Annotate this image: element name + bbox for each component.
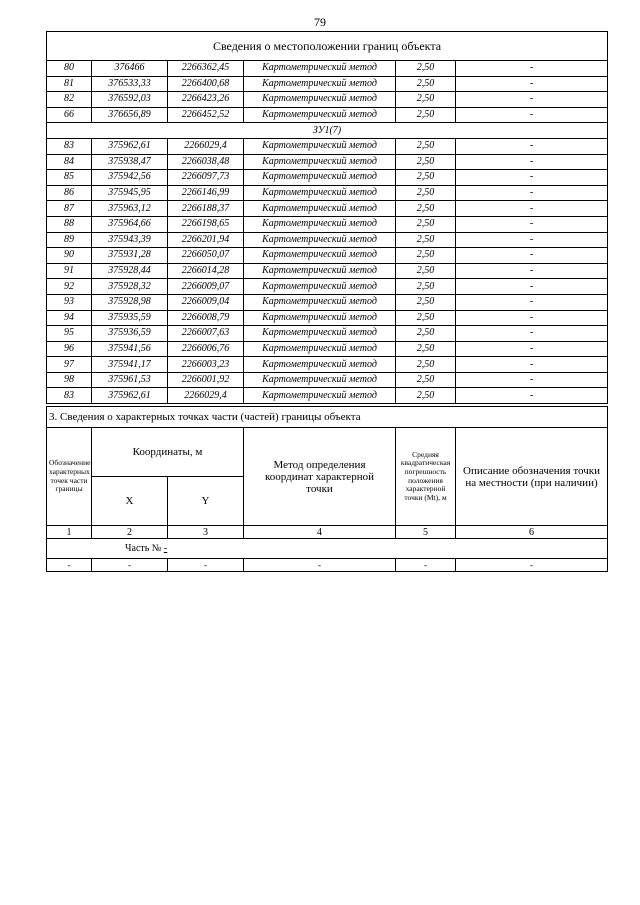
- mt-cell: 2,50: [396, 326, 456, 342]
- table-row: [47, 76, 608, 92]
- col-coordinates: Координаты, м: [92, 428, 244, 477]
- desc-cell: -: [456, 76, 608, 92]
- table-header: Сведения о местоположении границ объекта: [47, 32, 608, 61]
- coord-x: 375935,59: [92, 310, 168, 326]
- coord-x: 375942,56: [92, 170, 168, 186]
- coord-y: 2266400,68: [168, 76, 244, 92]
- coord-x: 375928,44: [92, 263, 168, 279]
- table-row: [47, 107, 608, 123]
- desc-cell: -: [456, 310, 608, 326]
- mt-cell: 2,50: [396, 263, 456, 279]
- method-cell: Картометрический метод: [244, 248, 396, 264]
- table-row: [47, 185, 608, 201]
- coord-x: 375962,61: [92, 388, 168, 404]
- method-cell: Картометрический метод: [244, 294, 396, 310]
- mt-cell: 2,50: [396, 357, 456, 373]
- coord-y: 2266009,07: [168, 279, 244, 295]
- method-cell: Картометрический метод: [244, 92, 396, 108]
- column-number: 4: [244, 526, 396, 539]
- method-cell: Картометрический метод: [244, 388, 396, 404]
- part-label: Часть №: [125, 543, 162, 554]
- col-mt: Средняя квадратическая погрешность положения характерной точки (Mt), м: [400, 449, 451, 502]
- col-method: Метод определения координат характерной точки: [265, 458, 374, 495]
- mt-cell: 2,50: [396, 216, 456, 232]
- column-number: 6: [456, 526, 608, 539]
- coord-y: 2266050,07: [168, 248, 244, 264]
- method-cell: Картометрический метод: [244, 154, 396, 170]
- method-cell: Картометрический метод: [244, 61, 396, 77]
- part-points-table: [46, 406, 608, 572]
- column-number: 5: [396, 526, 456, 539]
- method-cell: Картометрический метод: [244, 138, 396, 154]
- coord-y: 2266452,52: [168, 107, 244, 123]
- method-cell: Картометрический метод: [244, 232, 396, 248]
- coord-y: 2266014,28: [168, 263, 244, 279]
- point-number: 85: [47, 170, 92, 186]
- method-cell: Картометрический метод: [244, 279, 396, 295]
- mt-cell: 2,50: [396, 170, 456, 186]
- method-cell: Картометрический метод: [244, 185, 396, 201]
- mt-cell: 2,50: [396, 107, 456, 123]
- point-number: 92: [47, 279, 92, 295]
- desc-cell: -: [456, 232, 608, 248]
- method-cell: Картометрический метод: [244, 372, 396, 388]
- point-number: 93: [47, 294, 92, 310]
- coord-y: 2266038,48: [168, 154, 244, 170]
- coord-y: 2266423,26: [168, 92, 244, 108]
- point-number: 96: [47, 341, 92, 357]
- point-number: 80: [47, 61, 92, 77]
- desc-cell: -: [456, 279, 608, 295]
- mt-cell: 2,50: [396, 92, 456, 108]
- coord-x: 375964,66: [92, 216, 168, 232]
- table-row: [47, 294, 608, 310]
- coord-x: 375938,47: [92, 154, 168, 170]
- coord-y: 2266029,4: [168, 138, 244, 154]
- column-number: 3: [168, 526, 244, 539]
- table-row: [47, 138, 608, 154]
- method-cell: Картометрический метод: [244, 76, 396, 92]
- desc-cell: -: [456, 372, 608, 388]
- coord-y: 2266003,23: [168, 357, 244, 373]
- column-number: 2: [92, 526, 168, 539]
- point-number: 94: [47, 310, 92, 326]
- coord-y: 2266029,4: [168, 388, 244, 404]
- coord-x: 375928,98: [92, 294, 168, 310]
- col-x: X: [92, 477, 168, 526]
- part-value: -: [163, 543, 168, 554]
- coord-x: 375943,39: [92, 232, 168, 248]
- table-row: [47, 357, 608, 373]
- empty-cell: -: [47, 559, 92, 572]
- mt-cell: 2,50: [396, 372, 456, 388]
- table-row: [47, 341, 608, 357]
- coord-y: 2266009,04: [168, 294, 244, 310]
- desc-cell: -: [456, 138, 608, 154]
- table-row: [47, 92, 608, 108]
- coord-x: 375962,61: [92, 138, 168, 154]
- mt-cell: 2,50: [396, 310, 456, 326]
- desc-cell: -: [456, 201, 608, 217]
- coord-x: 375945,95: [92, 185, 168, 201]
- desc-cell: -: [456, 294, 608, 310]
- table-row: [47, 170, 608, 186]
- mt-cell: 2,50: [396, 294, 456, 310]
- mt-cell: 2,50: [396, 138, 456, 154]
- desc-cell: -: [456, 357, 608, 373]
- point-number: 83: [47, 388, 92, 404]
- table-row: [47, 326, 608, 342]
- method-cell: Картометрический метод: [244, 107, 396, 123]
- point-number: 82: [47, 92, 92, 108]
- table-row: [47, 372, 608, 388]
- table-row: [47, 279, 608, 295]
- mt-cell: 2,50: [396, 388, 456, 404]
- method-cell: Картометрический метод: [244, 170, 396, 186]
- point-number: 91: [47, 263, 92, 279]
- method-cell: Картометрический метод: [244, 263, 396, 279]
- point-number: 89: [47, 232, 92, 248]
- table-row: [47, 154, 608, 170]
- col-description: Описание обозначения точки на местности (при наличии): [463, 464, 600, 489]
- desc-cell: -: [456, 388, 608, 404]
- col-y: Y: [168, 477, 244, 526]
- desc-cell: -: [456, 154, 608, 170]
- coord-y: 2266001,92: [168, 372, 244, 388]
- table-row: [47, 310, 608, 326]
- coord-x: 376533,33: [92, 76, 168, 92]
- mt-cell: 2,50: [396, 185, 456, 201]
- point-number: 81: [47, 76, 92, 92]
- method-cell: Картометрический метод: [244, 310, 396, 326]
- part-row: [47, 539, 608, 559]
- coord-x: 376592,03: [92, 92, 168, 108]
- method-cell: Картометрический метод: [244, 201, 396, 217]
- point-number: 90: [47, 248, 92, 264]
- point-number: 87: [47, 201, 92, 217]
- coord-y: 2266007,63: [168, 326, 244, 342]
- subsection-label: ЗУ1(7): [47, 123, 608, 139]
- desc-cell: -: [456, 341, 608, 357]
- point-number: 86: [47, 185, 92, 201]
- method-cell: Картометрический метод: [244, 216, 396, 232]
- column-number: 1: [47, 526, 92, 539]
- mt-cell: 2,50: [396, 248, 456, 264]
- coord-y: 2266008,79: [168, 310, 244, 326]
- desc-cell: -: [456, 170, 608, 186]
- mt-cell: 2,50: [396, 61, 456, 77]
- table-row: [47, 388, 608, 404]
- mt-cell: 2,50: [396, 154, 456, 170]
- coord-x: 375963,12: [92, 201, 168, 217]
- desc-cell: -: [456, 248, 608, 264]
- coord-x: 375936,59: [92, 326, 168, 342]
- section-title: 3. Сведения о характерных точках части (частей) границы объекта: [47, 407, 608, 428]
- coord-x: 376656,89: [92, 107, 168, 123]
- coord-y: 2266198,65: [168, 216, 244, 232]
- desc-cell: -: [456, 263, 608, 279]
- coord-y: 2266146,99: [168, 185, 244, 201]
- coord-y: 2266006,76: [168, 341, 244, 357]
- desc-cell: -: [456, 107, 608, 123]
- table-row: [47, 61, 608, 77]
- page-number: 79: [314, 15, 326, 29]
- coord-y: 2266188,37: [168, 201, 244, 217]
- empty-cell: -: [168, 559, 244, 572]
- point-number: 97: [47, 357, 92, 373]
- mt-cell: 2,50: [396, 341, 456, 357]
- point-number: 98: [47, 372, 92, 388]
- col-point-designation: Обозначение характерных точек части границы: [49, 458, 91, 494]
- method-cell: Картометрический метод: [244, 326, 396, 342]
- coord-x: 375961,53: [92, 372, 168, 388]
- desc-cell: -: [456, 61, 608, 77]
- coord-x: 375931,28: [92, 248, 168, 264]
- point-number: 83: [47, 138, 92, 154]
- empty-cell: -: [244, 559, 396, 572]
- point-number: 88: [47, 216, 92, 232]
- point-number: 66: [47, 107, 92, 123]
- table-row: [47, 201, 608, 217]
- coord-x: 375941,17: [92, 357, 168, 373]
- coord-x: 375928,32: [92, 279, 168, 295]
- empty-cell: -: [92, 559, 168, 572]
- point-number: 84: [47, 154, 92, 170]
- mt-cell: 2,50: [396, 201, 456, 217]
- method-cell: Картометрический метод: [244, 341, 396, 357]
- desc-cell: -: [456, 92, 608, 108]
- table-row: [47, 216, 608, 232]
- empty-cell: -: [456, 559, 608, 572]
- coord-y: 2266201,94: [168, 232, 244, 248]
- coord-y: 2266362,45: [168, 61, 244, 77]
- desc-cell: -: [456, 216, 608, 232]
- table-row: [47, 263, 608, 279]
- mt-cell: 2,50: [396, 279, 456, 295]
- mt-cell: 2,50: [396, 232, 456, 248]
- method-cell: Картометрический метод: [244, 357, 396, 373]
- coord-y: 2266097,73: [168, 170, 244, 186]
- table-row: [47, 248, 608, 264]
- table-row: [47, 232, 608, 248]
- desc-cell: -: [456, 185, 608, 201]
- boundary-location-table: [46, 31, 608, 404]
- coord-x: 376466: [92, 61, 168, 77]
- point-number: 95: [47, 326, 92, 342]
- mt-cell: 2,50: [396, 76, 456, 92]
- desc-cell: -: [456, 326, 608, 342]
- empty-cell: -: [396, 559, 456, 572]
- coord-x: 375941,56: [92, 341, 168, 357]
